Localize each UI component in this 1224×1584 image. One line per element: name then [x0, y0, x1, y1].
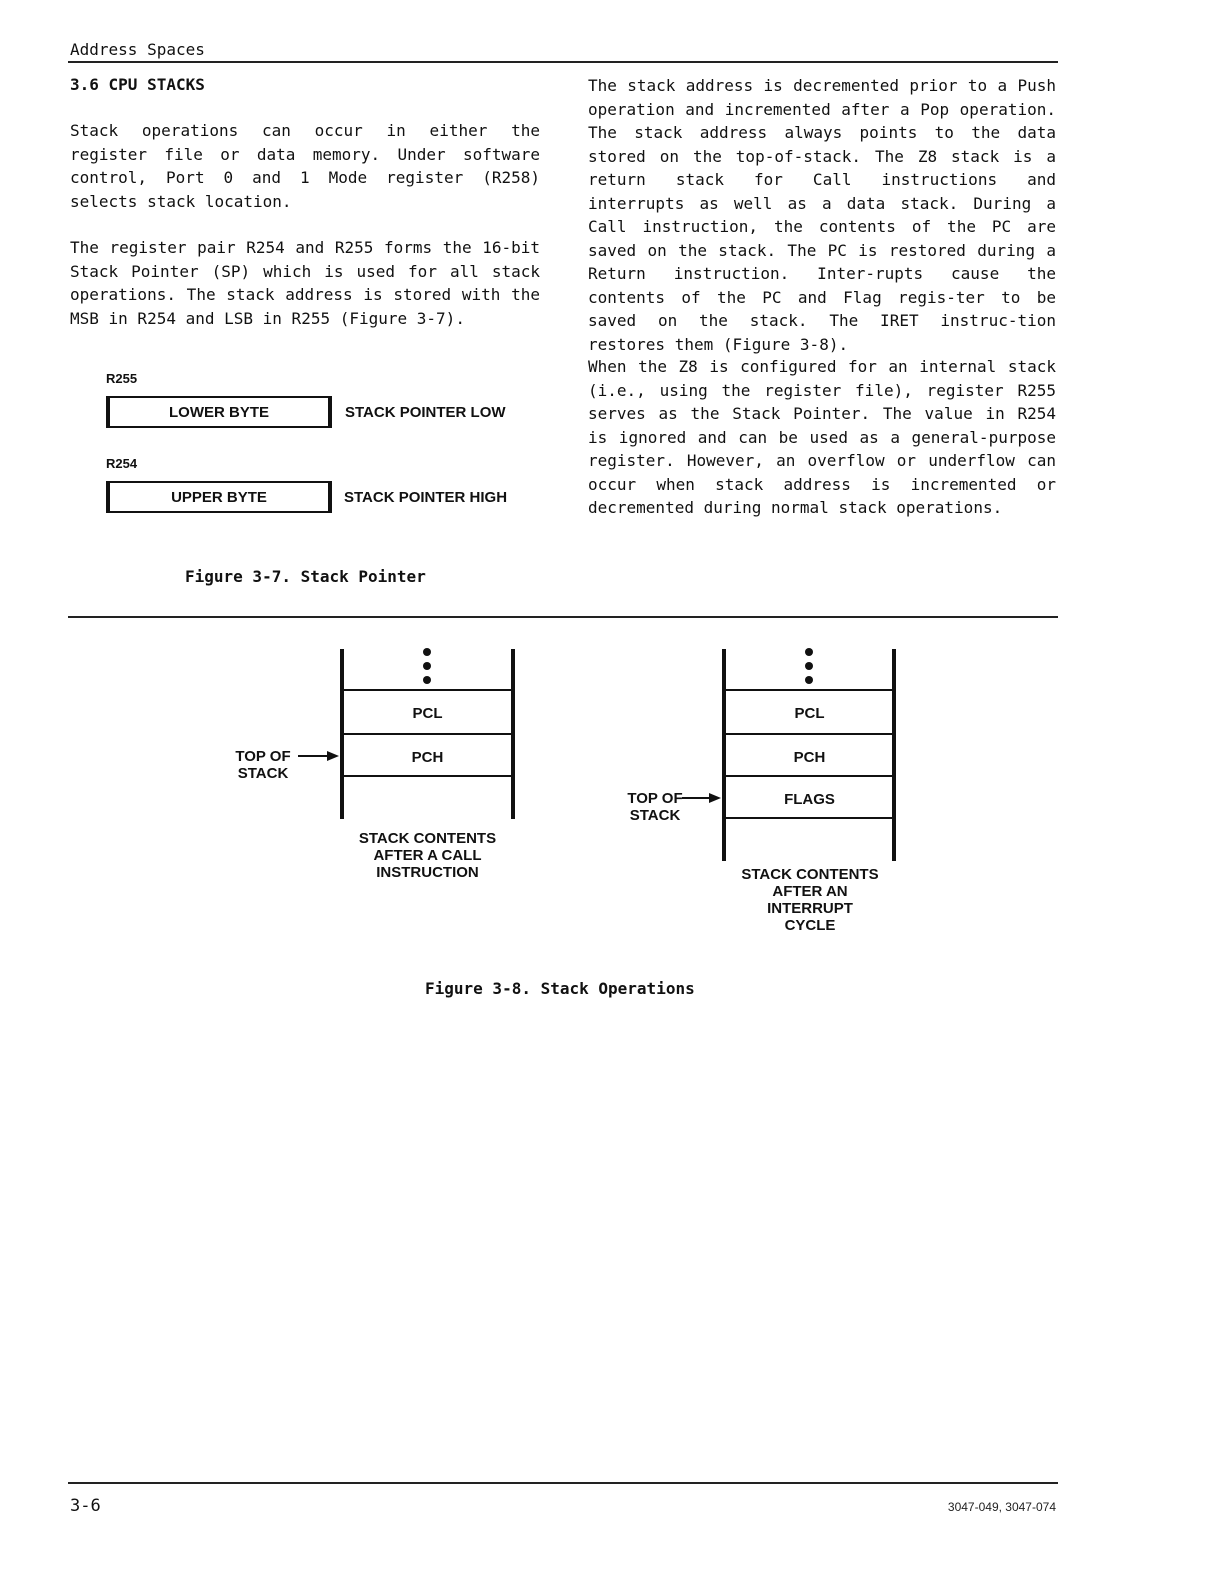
register-label-r254: R254 [106, 456, 138, 471]
interrupt-stack-divider [724, 775, 895, 777]
register-label-r255: R255 [106, 371, 138, 386]
ellipsis-dot-icon [805, 676, 813, 684]
interrupt-stack-cell-pch: PCH [793, 749, 826, 766]
call-stack-divider [342, 775, 513, 777]
interrupt-caption-line1: STACK CONTENTS [741, 866, 879, 883]
call-caption-line2: AFTER A CALL [373, 847, 482, 864]
call-caption-line3: INSTRUCTION [376, 864, 479, 881]
register-description-high: STACK POINTER HIGH [344, 489, 508, 506]
register-content-lower-byte: LOWER BYTE [169, 403, 269, 421]
footer-rule [68, 1482, 1058, 1484]
call-arrow-line [298, 755, 328, 757]
call-top-of-stack-label [222, 748, 304, 782]
ellipsis-dot-icon [423, 662, 431, 670]
ellipsis-dot-icon [423, 676, 431, 684]
arrow-right-icon [709, 793, 721, 803]
register-box-lower-byte [106, 396, 332, 428]
ellipsis-dot-icon [805, 662, 813, 670]
register-box-upper-byte [106, 481, 332, 513]
interrupt-stack-divider [724, 817, 895, 819]
interrupt-top-of-stack-label [614, 790, 696, 824]
call-caption-line1: STACK CONTENTS [358, 830, 497, 847]
section-heading: 3.6 CPU STACKS [70, 75, 205, 94]
interrupt-caption-line4: CYCLE [784, 917, 836, 934]
register-content-upper-byte: UPPER BYTE [171, 488, 267, 506]
call-stack-cell-pcl: PCL [412, 705, 443, 722]
call-stack-caption [340, 830, 515, 881]
interrupt-caption-line2: AFTER AN [772, 883, 848, 900]
figure-3-7-caption: Figure 3-7. Stack Pointer [185, 567, 426, 586]
right-paragraph-2: When the Z8 is configured for an internal stack (i.e., using the register file), register R255 serves as the Stack Pointer. The value in R254 is ignored and can be used as a general-purpose register. However, an overflow or underflow can occur when stack address is incremented or decremented during normal stack operations. [588, 357, 1056, 517]
figure-3-8-caption: Figure 3-8. Stack Operations [425, 979, 695, 998]
call-stack-divider [342, 733, 513, 735]
interrupt-arrow-line [682, 797, 710, 799]
left-paragraph-2: The register pair R254 and R255 forms the 16-bit Stack Pointer (SP) which is used for all stack operations. The stack address is stored with the MSB in R254 and LSB in R255 (Figure 3-7). [70, 238, 540, 328]
page-number: 3-6 [70, 1496, 101, 1516]
call-stack-divider [342, 689, 513, 691]
call-stack-cell-pch: PCH [411, 749, 444, 766]
figure-codes: 3047-049, 3047-074 [947, 1500, 1056, 1514]
left-paragraph-1: Stack operations can occur in either the register file or data memory. Under software control, Port 0 and 1 Mode register (R258) selects stack location. [70, 121, 540, 211]
call-tos-line2: STACK [237, 765, 289, 782]
interrupt-tos-line2: STACK [629, 807, 681, 824]
interrupt-stack-caption [722, 866, 898, 934]
interrupt-stack-divider [724, 689, 895, 691]
ellipsis-dot-icon [423, 648, 431, 656]
interrupt-stack-divider [724, 733, 895, 735]
right-paragraph-1: The stack address is decremented prior to a Push operation and incremented after a Pop operation. The stack address always points to the data stored on the top-of-stack. The Z8 stack is a return stack for Call instructions and interrupts as well as a data stack. During a Call instruction, the contents of the PC are saved on the stack. The PC is restored during a Return instruction. Inter-rupts cause the contents of the PC and Flag regis-ter to be saved on the stack. The IRET instruc-tion restores them (Figure 3-8). [588, 76, 1056, 354]
interrupt-stack-cell-pcl: PCL [794, 705, 825, 722]
call-tos-line1: TOP OF [235, 748, 291, 765]
running-header: Address Spaces [70, 40, 205, 59]
ellipsis-dot-icon [805, 648, 813, 656]
interrupt-caption-line3: INTERRUPT [767, 900, 853, 917]
interrupt-stack-cell-flags: FLAGS [784, 791, 835, 808]
header-rule [68, 61, 1058, 63]
arrow-right-icon [327, 751, 339, 761]
figure-separator-rule [68, 616, 1058, 618]
register-description-low: STACK POINTER LOW [345, 404, 506, 421]
interrupt-tos-line1: TOP OF [627, 790, 683, 807]
